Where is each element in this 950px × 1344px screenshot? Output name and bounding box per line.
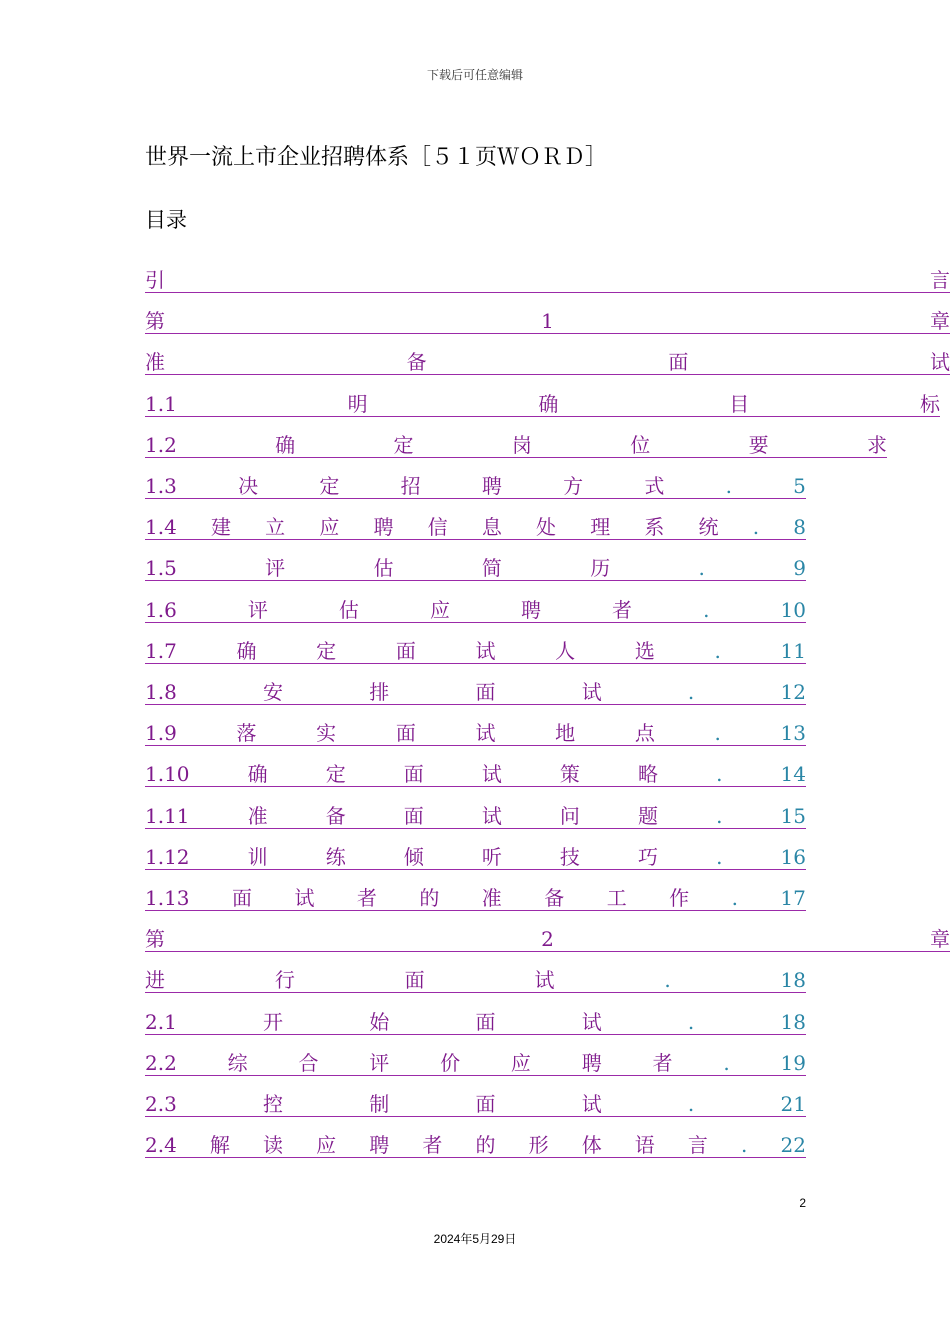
toc-entry-text: 试 xyxy=(929,350,950,375)
toc-page-number: 17 xyxy=(780,886,806,910)
toc-entry-text: 言 xyxy=(930,268,950,292)
toc-leader-dot: . xyxy=(716,762,723,787)
toc-entry-text: 1.2 xyxy=(145,432,177,457)
toc-entry[interactable] xyxy=(145,760,806,787)
toc-entry-text: 2.4 xyxy=(145,1133,177,1158)
toc-entry[interactable] xyxy=(145,966,806,993)
toc-entry-text: 者 xyxy=(356,886,377,910)
toc-entry-text: 开 xyxy=(263,1009,284,1034)
toc-entry-text: 应 xyxy=(510,1050,531,1075)
toc-entry-text: 试 xyxy=(294,886,315,910)
toc-leader-dot: . xyxy=(725,474,732,498)
toc-entry[interactable] xyxy=(145,802,806,829)
toc-entry-text: 始 xyxy=(369,1009,390,1034)
toc-entry-text: 巧 xyxy=(638,844,658,869)
toc-entry-text: 明 xyxy=(347,391,368,416)
toc-entry-text: 息 xyxy=(481,515,502,540)
toc-entry[interactable] xyxy=(145,596,806,623)
toc-entry-text: 定 xyxy=(393,432,414,457)
toc-entry-text: 制 xyxy=(369,1092,390,1116)
toc-entry-text: 试 xyxy=(481,803,502,828)
toc-entry-text: 安 xyxy=(263,680,284,704)
toc-entry-text: 听 xyxy=(481,844,502,869)
toc-page-number: 22 xyxy=(780,1133,806,1158)
toc-entry-text: 式 xyxy=(644,474,665,498)
toc-entry-text: 确 xyxy=(247,762,268,787)
toc-entry-text: 聘 xyxy=(521,597,541,622)
toc-entry[interactable] xyxy=(145,431,887,458)
toc-entry-text: 1.8 xyxy=(145,680,177,704)
toc-entry-text: 处 xyxy=(536,515,557,540)
toc-entry-text: 应 xyxy=(316,1133,337,1158)
toc-entry-text: 2.1 xyxy=(145,1009,177,1034)
toc-entry-text: 面 xyxy=(475,1009,496,1034)
toc-entry-text: 评 xyxy=(265,556,286,581)
toc-entry-text: 招 xyxy=(400,474,421,498)
toc-entry[interactable] xyxy=(145,266,950,293)
toc-entry-text: 备 xyxy=(406,350,427,375)
toc-entry-text: 求 xyxy=(866,432,887,457)
toc-entry-text: 试 xyxy=(581,1009,602,1034)
toc-entry-text: 1.5 xyxy=(145,556,177,581)
toc-entry-text: 确 xyxy=(236,638,257,663)
toc-entry-text: 地 xyxy=(555,721,576,746)
toc-entry-text: 面 xyxy=(475,680,496,704)
toc-entry[interactable] xyxy=(145,1131,806,1158)
toc-entry[interactable] xyxy=(145,554,806,581)
toc-leader-dot: . xyxy=(664,968,671,993)
toc-entry-text: 第 xyxy=(145,309,165,334)
toc-entry-text: 应 xyxy=(319,515,340,540)
toc-entry[interactable] xyxy=(145,719,806,746)
toc-page-number: 18 xyxy=(780,1009,806,1034)
toc-entry-text: 准 xyxy=(247,803,268,828)
toc-entry-text: 的 xyxy=(475,1133,496,1158)
toc-entry-text: 形 xyxy=(528,1133,549,1158)
toc-leader-dot: . xyxy=(741,1133,748,1158)
toc-page-number: 21 xyxy=(780,1092,806,1116)
toc-leader-dot: . xyxy=(723,1050,730,1075)
toc-entry-text: 1 xyxy=(541,309,554,334)
toc-entry-text: 章 xyxy=(929,927,950,952)
toc-entry[interactable] xyxy=(145,884,806,911)
toc-entry-text: 估 xyxy=(373,556,394,581)
toc-entry-text: 排 xyxy=(369,680,390,704)
footer-date: 2024年5月29日 xyxy=(433,1232,517,1246)
toc-entry-text: 备 xyxy=(544,886,565,910)
toc-entry-text: 第 xyxy=(145,927,165,952)
toc-entry-text: 1.9 xyxy=(145,721,177,746)
toc-entry-text: 题 xyxy=(638,803,658,828)
toc-entry-text: 点 xyxy=(634,721,655,746)
toc-entry-text: 工 xyxy=(606,886,627,910)
toc-entry-text: 解 xyxy=(209,1133,230,1158)
toc-entry-text: 立 xyxy=(265,515,286,540)
toc-entry-text: 面 xyxy=(395,721,416,746)
toc-page-number: 13 xyxy=(780,721,806,746)
toc-page-number: 8 xyxy=(793,515,806,540)
toc-entry-text: 技 xyxy=(559,844,580,869)
toc-entry-text: 聘 xyxy=(481,474,502,498)
toc-leader-dot: . xyxy=(698,556,705,581)
toc-leader-dot: . xyxy=(687,680,695,704)
toc-entry-text: 实 xyxy=(316,721,337,746)
toc-entry-text: 练 xyxy=(325,844,346,869)
toc-entry-text: 试 xyxy=(475,721,496,746)
toc-entry-text: 者 xyxy=(422,1133,443,1158)
toc-entry[interactable] xyxy=(145,843,806,870)
toc-entry[interactable] xyxy=(145,1049,806,1076)
toc-leader-dot: . xyxy=(687,1009,695,1034)
toc-entry-text: 者 xyxy=(612,597,633,622)
toc-entry-text: 试 xyxy=(481,762,502,787)
toc-entry-text: 方 xyxy=(563,474,584,498)
toc-entry-text: 聘 xyxy=(369,1133,390,1158)
toc-entry[interactable] xyxy=(145,390,940,417)
toc-entry-text: 1.4 xyxy=(145,515,177,540)
toc-page-number: 5 xyxy=(793,474,806,498)
toc-entry-text: 备 xyxy=(325,803,346,828)
toc-page-number: 19 xyxy=(780,1050,806,1075)
toc-entry-text: 要 xyxy=(748,432,769,457)
toc-leader-dot: . xyxy=(687,1092,695,1116)
toc-entry-text: 行 xyxy=(274,968,295,993)
toc-leader-dot: . xyxy=(714,721,721,746)
toc-leader-dot: . xyxy=(714,638,721,663)
toc-entry-text: 倾 xyxy=(403,844,424,869)
toc-entry-text: 1.7 xyxy=(145,638,177,663)
toc-entry-text: 估 xyxy=(338,597,359,622)
page-number: 2 xyxy=(799,1196,806,1210)
toc-entry-text: 试 xyxy=(534,968,555,993)
toc-entry-text: 1.6 xyxy=(145,597,177,622)
toc-page-number: 12 xyxy=(780,680,806,704)
toc-entry-text: 2.3 xyxy=(145,1092,177,1116)
toc-page-number: 9 xyxy=(793,556,806,581)
toc-entry-text: 引 xyxy=(145,268,165,292)
toc-entry-text: 策 xyxy=(559,762,580,787)
toc-leader-dot: . xyxy=(716,844,723,869)
toc-page-number: 11 xyxy=(780,638,806,663)
toc-entry-text: 作 xyxy=(669,886,690,910)
toc-page-number: 18 xyxy=(780,968,806,993)
toc-entry-text: 面 xyxy=(475,1092,496,1116)
toc-entry[interactable] xyxy=(145,1090,806,1117)
toc-entry-text: 1.12 xyxy=(145,844,190,869)
toc-entry-text: 位 xyxy=(630,432,651,457)
toc-entry-text: 标 xyxy=(920,391,940,416)
toc-entry-text: 面 xyxy=(403,803,424,828)
toc-entry-text: 言 xyxy=(687,1133,708,1158)
toc-page-number: 16 xyxy=(780,844,806,869)
toc-page-number: 10 xyxy=(780,597,806,622)
toc-entry[interactable] xyxy=(145,925,950,952)
toc-entry-text: 准 xyxy=(145,350,165,375)
toc-entry-text: 简 xyxy=(481,556,502,581)
toc-entry-text: 进 xyxy=(145,968,165,993)
toc-entry-text: 选 xyxy=(634,638,655,663)
toc-entry-text: 定 xyxy=(319,474,340,498)
toc-entry-text: 评 xyxy=(369,1050,390,1075)
toc-leader-dot: . xyxy=(752,515,760,540)
toc-entry-text: 系 xyxy=(644,515,665,540)
toc-entry-text: 聘 xyxy=(373,515,394,540)
toc-entry-text: 略 xyxy=(638,762,658,787)
toc-entry-text: 信 xyxy=(427,515,448,540)
toc-entry-text: 训 xyxy=(247,844,268,869)
toc-entry-text: 目 xyxy=(729,391,750,416)
toc-entry-text: 面 xyxy=(403,762,424,787)
toc-entry-text: 读 xyxy=(263,1133,284,1158)
document-title: 世界一流上市企业招聘体系［５１页ＷＯＲＤ］ xyxy=(145,145,608,170)
header-note: 下载后可任意编辑 xyxy=(426,68,523,82)
toc-entry-text: 1.13 xyxy=(145,886,190,910)
toc-page-number: 14 xyxy=(780,762,806,787)
toc-entry-text: 价 xyxy=(440,1050,461,1075)
toc-entry-text: 统 xyxy=(698,515,719,540)
toc-entry-text: 聘 xyxy=(581,1050,602,1075)
toc-entry-text: 落 xyxy=(236,721,257,746)
toc-entry-text: 者 xyxy=(652,1050,673,1075)
toc-entry-text: 语 xyxy=(634,1133,655,1158)
toc-leader-dot: . xyxy=(716,803,723,828)
toc-entry-text: 综 xyxy=(227,1050,248,1075)
toc-entry[interactable] xyxy=(145,307,950,334)
toc-entry-text: 问 xyxy=(559,803,580,828)
toc-entry[interactable] xyxy=(145,678,806,705)
toc-entry-text: 1.1 xyxy=(145,391,177,416)
toc-entry-text: 1.10 xyxy=(145,762,190,787)
toc-entry-text: 面 xyxy=(404,968,425,993)
toc-entry-text: 决 xyxy=(238,474,259,498)
toc-entry-text: 确 xyxy=(538,391,559,416)
toc-entry-text: 定 xyxy=(316,638,337,663)
toc-page-number: 15 xyxy=(780,803,806,828)
toc-entry-text: 定 xyxy=(325,762,346,787)
toc-entry-text: 试 xyxy=(475,638,496,663)
toc-entry-text: 2.2 xyxy=(145,1050,177,1075)
toc-entry-text: 理 xyxy=(590,515,611,540)
toc-entry-text: 历 xyxy=(590,556,611,581)
toc-entry[interactable] xyxy=(145,348,950,375)
toc-entry-text: 2 xyxy=(541,927,554,952)
toc-entry[interactable] xyxy=(145,472,806,499)
toc-entry-text: 合 xyxy=(298,1050,319,1075)
toc-entry[interactable] xyxy=(145,1008,806,1035)
toc-entry-text: 面 xyxy=(231,886,252,910)
toc-entry-text: 确 xyxy=(275,432,296,457)
toc-entry-text: 人 xyxy=(555,638,576,663)
toc-entry-text: 应 xyxy=(429,597,450,622)
toc-entry-text: 准 xyxy=(481,886,502,910)
toc-entry-text: 章 xyxy=(929,309,950,334)
toc-entry-text: 体 xyxy=(581,1133,602,1158)
toc-leader-dot: . xyxy=(703,597,710,622)
toc-entry-text: 建 xyxy=(210,515,231,540)
toc-entry-text: 试 xyxy=(581,1092,602,1116)
toc-leader-dot: . xyxy=(731,886,738,910)
toc-entry-text: 1.3 xyxy=(145,474,177,498)
toc-entry-text: 面 xyxy=(668,350,689,375)
toc-entry-text: 控 xyxy=(263,1092,284,1116)
toc-entry[interactable] xyxy=(145,513,806,540)
toc-entry-text: 评 xyxy=(247,597,268,622)
toc-entry-text: 试 xyxy=(581,680,602,704)
toc-entry[interactable] xyxy=(145,637,806,664)
toc-heading: 目录 xyxy=(145,208,187,232)
toc-entry-text: 的 xyxy=(419,886,440,910)
toc-entry-text: 岗 xyxy=(511,432,532,457)
toc-entry-text: 面 xyxy=(395,638,416,663)
toc-entry-text: 1.11 xyxy=(145,803,190,828)
